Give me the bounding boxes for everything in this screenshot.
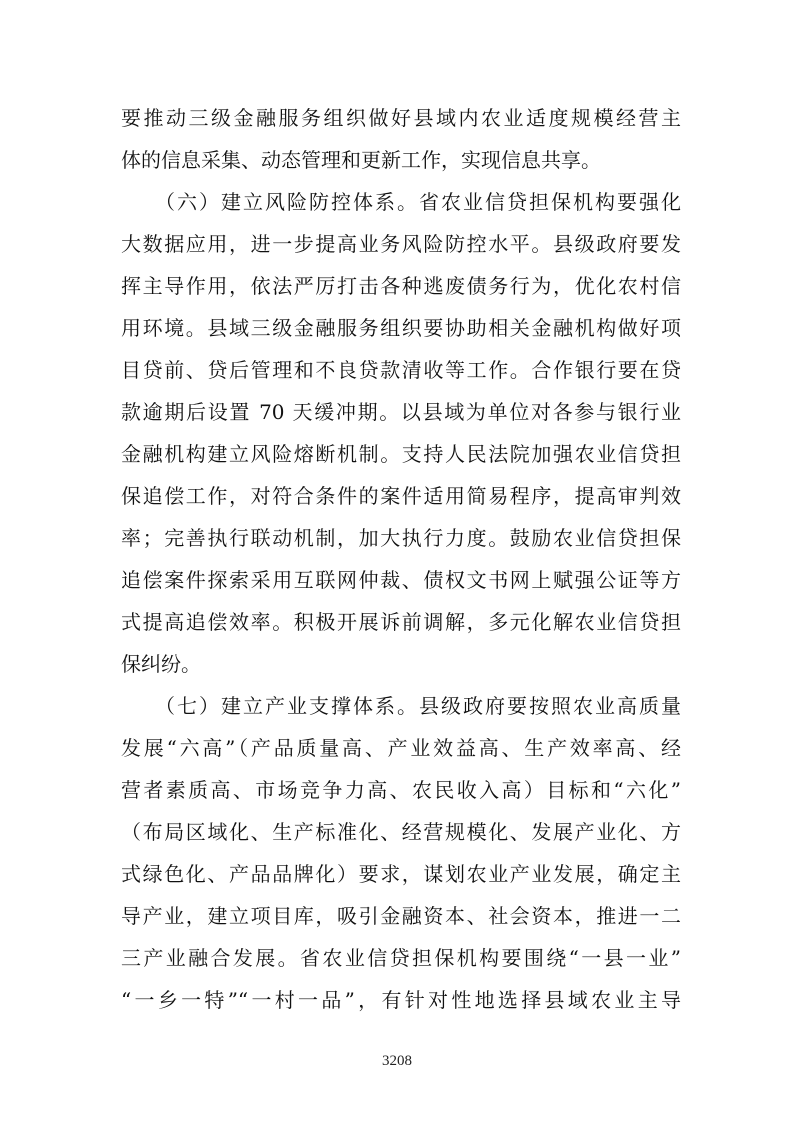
text-line: “一乡一特”“一村一品”，有针对性地选择县域农业主导 (121, 988, 681, 1012)
page-number: 3208 (382, 1053, 412, 1069)
text-line: 要推动三级金融服务组织做好县域内农业适度规模经营主 (121, 106, 681, 130)
text-line: 大数据应用，进一步提高业务风险防控水平。县级政府要发 (121, 232, 681, 256)
body-text (121, 97, 681, 1021)
text-line: 导产业，建立项目库，吸引金融资本、社会资本，推进一二 (121, 904, 681, 928)
text-line: 目贷前、贷后管理和不良贷款清收等工作。合作银行要在贷 (121, 358, 681, 382)
text-line: 式绿色化、产品品牌化）要求，谋划农业产业发展，确定主 (121, 862, 681, 886)
text-line: 追偿案件探索采用互联网仲裁、债权文书网上赋强公证等方 (121, 568, 681, 592)
text-line: 保纠纷。 (121, 652, 201, 676)
text-line: 体的信息采集、动态管理和更新工作，实现信息共享。 (121, 148, 601, 172)
text-line: 保追偿工作，对符合条件的案件适用简易程序，提高审判效 (121, 484, 681, 508)
text-line: 发展“六高”（产品质量高、产业效益高、生产效率高、经 (121, 736, 681, 760)
text-line: 营者素质高、市场竞争力高、农民收入高）目标和“六化” (121, 778, 681, 802)
text-line: 款逾期后设置 70 天缓冲期。以县域为单位对各参与银行业 (121, 400, 681, 424)
text-line: （布局区域化、生产标准化、经营规模化、发展产业化、方 (121, 820, 681, 844)
text-line: 用环境。县域三级金融服务组织要协助相关金融机构做好项 (121, 316, 681, 340)
text-line: 金融机构建立风险熔断机制。支持人民法院加强农业信贷担 (121, 442, 681, 466)
text-line: 挥主导作用，依法严厉打击各种逃废债务行为，优化农村信 (121, 274, 681, 298)
section-heading-line: （七）建立产业支撑体系。县级政府要按照农业高质量 (121, 694, 681, 718)
text-line: 三产业融合发展。省农业信贷担保机构要围绕“一县一业” (121, 946, 681, 970)
section-heading-line: （六）建立风险防控体系。省农业信贷担保机构要强化 (121, 190, 681, 214)
text-line: 式提高追偿效率。积极开展诉前调解，多元化解农业信贷担 (121, 610, 681, 634)
text-line: 率；完善执行联动机制，加大执行力度。鼓励农业信贷担保 (121, 526, 681, 550)
